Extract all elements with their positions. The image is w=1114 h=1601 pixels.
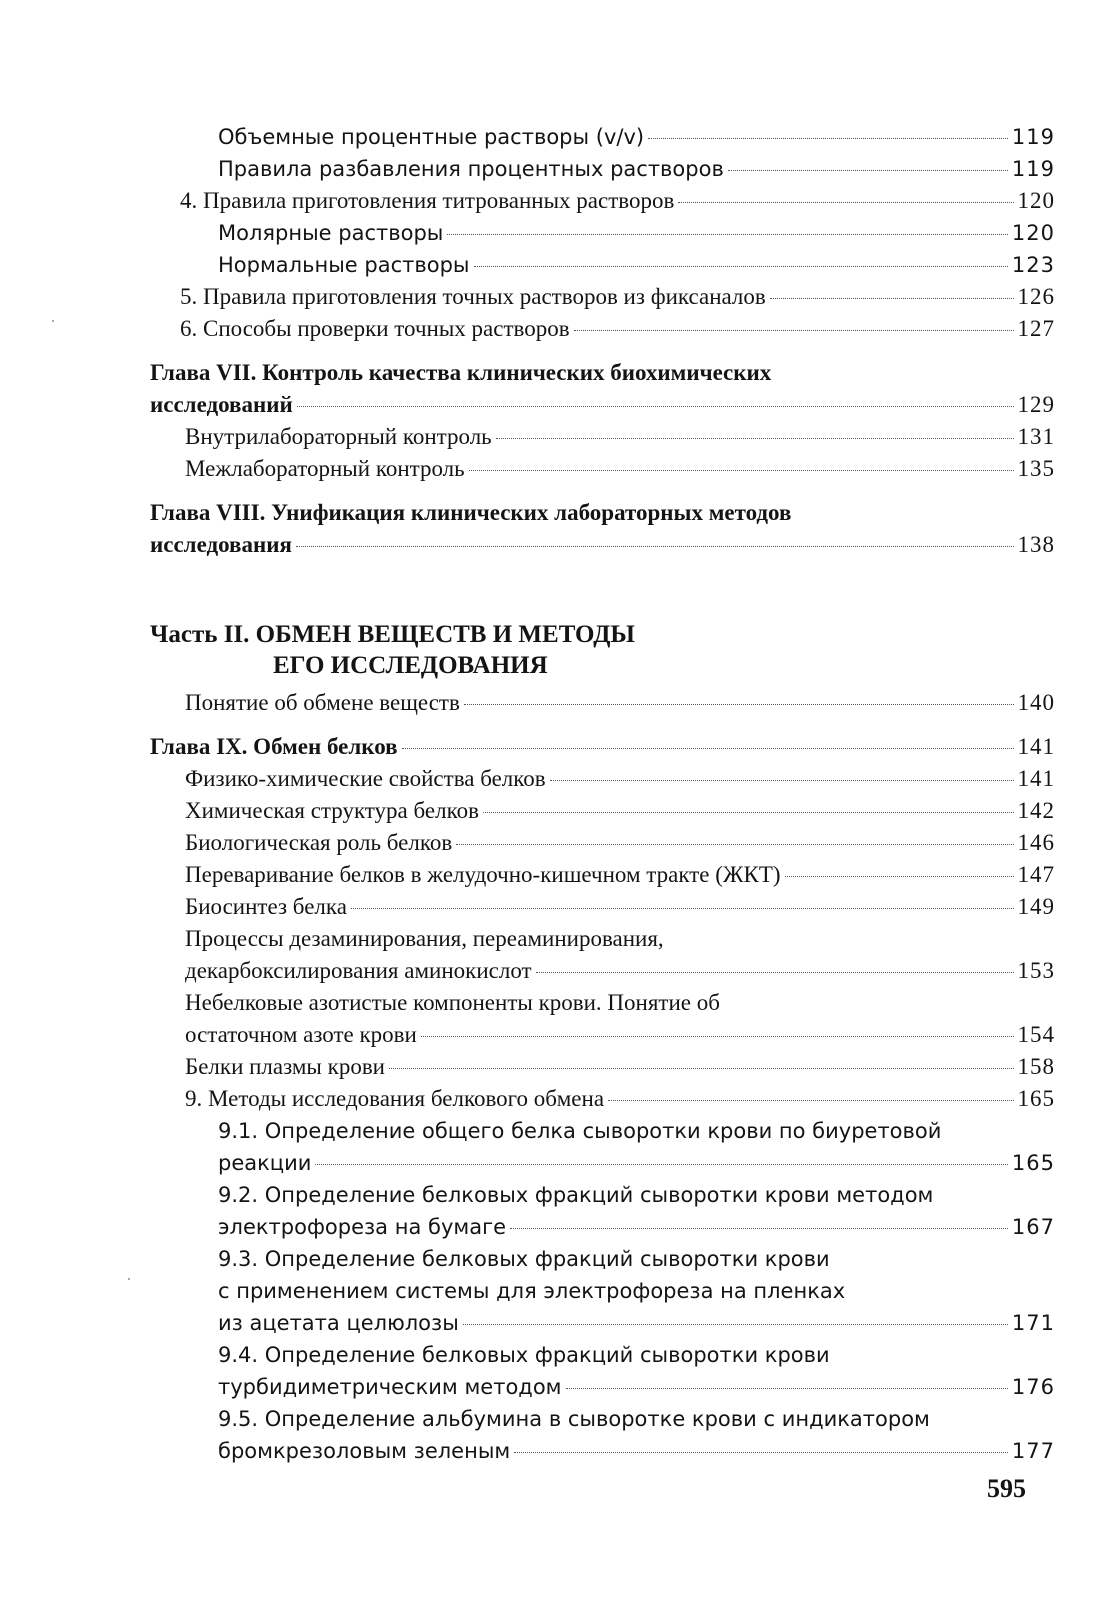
toc-entry-title: Переваривание белков в желудочно-кишечном тракте (ЖКТ) — [185, 862, 781, 887]
toc-entry-title: Молярные растворы — [218, 221, 444, 245]
toc-entry-title: Биологическая роль белков — [185, 830, 453, 855]
toc-page-number: 120 — [1017, 188, 1055, 213]
toc-page-number: 146 — [1017, 830, 1055, 855]
toc-entry-title: Нормальные растворы — [218, 253, 470, 277]
toc-entry-line: 9.4. Определение белковых фракций сыворотки крови — [218, 1343, 830, 1367]
toc-entry-title: Межлабораторный контроль — [185, 456, 465, 481]
dot-leader — [510, 1228, 1008, 1229]
toc-page-number: 142 — [1017, 798, 1055, 823]
toc-entry-title: исследований — [150, 392, 293, 417]
toc-entry — [150, 1019, 1055, 1051]
toc-page-number: 165 — [1011, 1151, 1055, 1175]
dot-leader — [648, 138, 1008, 139]
toc-page-number: 177 — [1011, 1439, 1055, 1463]
dot-leader — [785, 876, 1014, 877]
toc-entry-line: Небелковые азотистые компоненты крови. Понятие об — [185, 990, 720, 1015]
toc-page-number: 153 — [1017, 958, 1055, 983]
toc-page-number: 154 — [1017, 1022, 1055, 1047]
toc-entry — [150, 827, 1055, 859]
toc-page-number: 126 — [1017, 284, 1055, 309]
toc-entry-title: 9. Методы исследования белкового обмена — [185, 1086, 605, 1111]
toc-entry-title: турбидиметрическим методом — [218, 1375, 562, 1399]
toc-page-number: 147 — [1017, 862, 1055, 887]
toc-entry — [150, 121, 1055, 153]
dot-leader — [456, 844, 1013, 845]
toc-entry-title: Объемные процентные растворы (v/v) — [218, 125, 645, 149]
toc-page-number: 167 — [1011, 1215, 1055, 1239]
toc-page-number: 141 — [1017, 734, 1055, 759]
toc-entry-title: Физико-химические свойства белков — [185, 766, 546, 791]
toc-entry-title: исследования — [150, 532, 292, 557]
toc-entry — [150, 1307, 1055, 1339]
chapter-heading — [150, 389, 1055, 421]
toc-entry — [150, 421, 1055, 453]
scan-speck — [128, 1278, 130, 1280]
dot-leader — [297, 406, 1014, 407]
dot-leader — [728, 170, 1008, 171]
dot-leader — [496, 438, 1014, 439]
toc-page-number: 141 — [1017, 766, 1055, 791]
toc-entry — [150, 763, 1055, 795]
toc-entry — [150, 453, 1055, 485]
toc-entry-title: Внутрилабораторный контроль — [185, 424, 492, 449]
toc-entry — [150, 185, 1055, 217]
toc-entry-title: Глава IX. Обмен белков — [150, 734, 398, 759]
toc-entry-title: Белки плазмы крови — [185, 1054, 385, 1079]
toc-entry-line: Процессы дезаминирования, переаминирования, — [185, 926, 664, 951]
chapter-heading-line: Глава VIII. Унификация клинических лабораторных методов — [150, 500, 792, 525]
scan-speck — [52, 320, 54, 322]
dot-leader — [464, 704, 1014, 705]
part-heading-line: ЕГО ИССЛЕДОВАНИЯ — [273, 652, 548, 679]
toc-entry — [150, 313, 1055, 345]
dot-leader — [463, 1324, 1008, 1325]
toc-entry-title: из ацетата целюлозы — [218, 1311, 459, 1335]
toc-entry-line: 9.3. Определение белковых фракций сыворотки крови — [218, 1247, 830, 1271]
toc-page-number: 131 — [1017, 424, 1055, 449]
toc-entry — [150, 249, 1055, 281]
toc-entry-title: Биосинтез белка — [185, 894, 347, 919]
dot-leader — [296, 546, 1014, 547]
toc-entry-title: Понятие об обмене веществ — [185, 690, 460, 715]
toc-entry-title: электрофореза на бумаге — [218, 1215, 507, 1239]
chapter-heading — [150, 731, 1055, 763]
table-of-contents — [150, 121, 1055, 1467]
toc-entry — [150, 281, 1055, 313]
toc-entry — [150, 1147, 1055, 1179]
toc-entry — [150, 795, 1055, 827]
toc-entry-line: 9.2. Определение белковых фракций сыворотки крови методом — [218, 1183, 934, 1207]
dot-leader — [566, 1388, 1008, 1389]
dot-leader — [678, 202, 1013, 203]
toc-entry-title: 6. Способы проверки точных растворов — [180, 316, 570, 341]
toc-page-number: 165 — [1017, 1086, 1055, 1111]
toc-entry-title: реакции — [218, 1151, 312, 1175]
page-number: 595 — [987, 1474, 1026, 1503]
toc-entry-title: остаточном азоте крови — [185, 1022, 417, 1047]
dot-leader — [608, 1100, 1013, 1101]
toc-page-number: 120 — [1011, 221, 1055, 245]
dot-leader — [514, 1452, 1008, 1453]
toc-entry — [150, 1211, 1055, 1243]
dot-leader — [474, 266, 1008, 267]
dot-leader — [574, 330, 1014, 331]
toc-entry — [150, 1435, 1055, 1467]
toc-entry — [150, 1083, 1055, 1115]
toc-entry — [150, 1051, 1055, 1083]
dot-leader — [770, 298, 1014, 299]
dot-leader — [447, 234, 1008, 235]
dot-leader — [351, 908, 1014, 909]
toc-entry-title: декарбоксилирования аминокислот — [185, 958, 532, 983]
toc-entry — [150, 891, 1055, 923]
toc-entry-line: 9.5. Определение альбумина в сыворотке крови с индикатором — [218, 1407, 930, 1431]
toc-entry-title: 5. Правила приготовления точных растворов из фиксаналов — [180, 284, 766, 309]
toc-entry — [150, 955, 1055, 987]
dot-leader — [550, 780, 1014, 781]
toc-page-number: 171 — [1011, 1311, 1055, 1335]
chapter-heading-line: Глава VII. Контроль качества клинических биохимических — [150, 360, 772, 385]
toc-page-number: 149 — [1017, 894, 1055, 919]
toc-entry — [150, 687, 1055, 719]
toc-page-number: 123 — [1011, 253, 1055, 277]
dot-leader — [421, 1036, 1014, 1037]
toc-entry-title: 4. Правила приготовления титрованных растворов — [180, 188, 675, 213]
dot-leader — [483, 812, 1014, 813]
toc-page-number: 119 — [1011, 157, 1055, 181]
toc-entry — [150, 217, 1055, 249]
dot-leader — [402, 748, 1014, 749]
toc-entry — [150, 859, 1055, 891]
toc-entry-title: Химическая структура белков — [185, 798, 479, 823]
toc-entry-title: бромкрезоловым зеленым — [218, 1439, 511, 1463]
toc-entry-title: Правила разбавления процентных растворов — [218, 157, 724, 181]
part-heading-line: Часть II. ОБМЕН ВЕЩЕСТВ И МЕТОДЫ — [150, 621, 635, 648]
toc-entry-line: с применением системы для электрофореза на пленках — [218, 1279, 846, 1303]
toc-page-number: 135 — [1017, 456, 1055, 481]
dot-leader — [536, 972, 1014, 973]
toc-entry — [150, 153, 1055, 185]
toc-entry-line: 9.1. Определение общего белка сыворотки крови по биуретовой — [218, 1119, 942, 1143]
toc-page-number: 140 — [1017, 690, 1055, 715]
part-heading — [150, 619, 1055, 681]
toc-page-number: 129 — [1017, 392, 1055, 417]
toc-page-number: 127 — [1017, 316, 1055, 341]
dot-leader — [315, 1164, 1008, 1165]
dot-leader — [389, 1068, 1014, 1069]
toc-page-number: 176 — [1011, 1375, 1055, 1399]
dot-leader — [469, 470, 1014, 471]
toc-page-number: 158 — [1017, 1054, 1055, 1079]
toc-page-number: 138 — [1017, 532, 1055, 557]
toc-entry — [150, 1371, 1055, 1403]
chapter-heading — [150, 529, 1055, 561]
toc-page-number: 119 — [1011, 125, 1055, 149]
